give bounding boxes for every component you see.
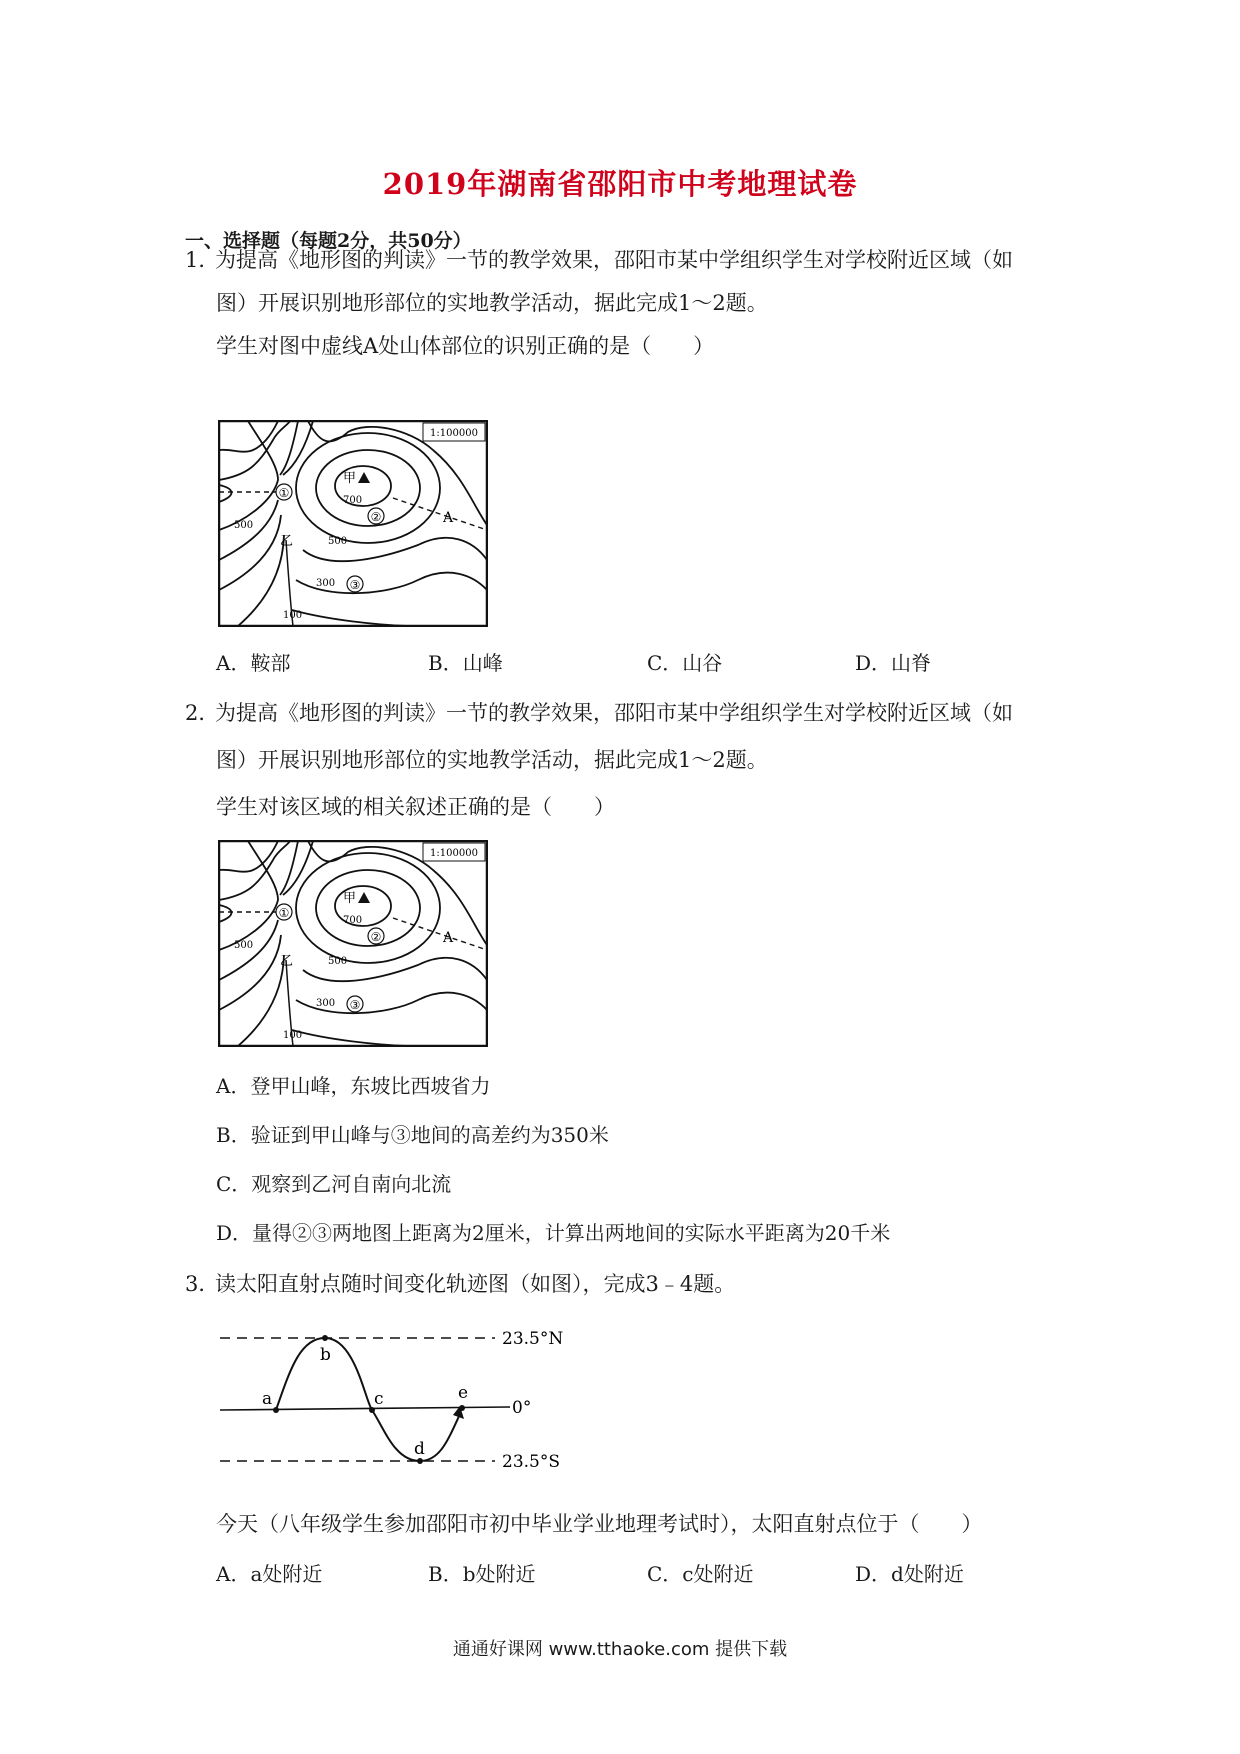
map-point-1: ①: [278, 906, 290, 920]
question-2-line2: 图）开展识别地形部位的实地教学活动，据此完成1～2题。: [216, 748, 768, 772]
map-scale: 1:100000: [430, 428, 478, 439]
q1-option-d[interactable]: D．山脊: [855, 651, 932, 675]
q1-option-c[interactable]: C．山谷: [647, 651, 723, 675]
contour-100: 100: [283, 610, 303, 621]
q3-option-d[interactable]: D．d处附近: [855, 1562, 964, 1586]
map-point-1: ①: [278, 486, 290, 500]
q3-option-b[interactable]: B．b处附近: [428, 1562, 536, 1586]
sun-path-svg: [220, 1320, 600, 1480]
map-label-a: A: [443, 510, 454, 526]
point-b-label: b: [320, 1345, 331, 1365]
map-label-yi: 乙: [280, 954, 294, 969]
question-stem: 为提高《地形图的判读》一节的教学效果，邵阳市某中学组织学生对学校附近区域（如: [215, 701, 1013, 725]
contour-300: 300: [316, 998, 336, 1009]
question-number: 2．: [185, 701, 220, 725]
contour-map-1: [218, 420, 488, 631]
question-1-line1: [185, 246, 1013, 274]
page-footer: 通通好课网 www.tthaoke.com 提供下载: [452, 1639, 788, 1660]
map-point-3: ③: [349, 578, 361, 592]
question-stem: 为提高《地形图的判读》一节的教学效果，邵阳市某中学组织学生对学校附近区域（如: [215, 248, 1013, 272]
map-label-jia: 甲: [343, 891, 357, 906]
question-3-prompt: 今天（八年级学生参加邵阳市初中毕业学业地理考试时），太阳直射点位于（ ）: [216, 1512, 983, 1536]
contour-500-west: 500: [234, 940, 254, 951]
q1-option-a[interactable]: A．鞍部: [216, 651, 291, 675]
question-2-prompt: 学生对该区域的相关叙述正确的是（ ）: [216, 795, 615, 819]
q3-option-a[interactable]: A．a处附近: [216, 1562, 323, 1586]
question-1-line2: 图）开展识别地形部位的实地教学活动，据此完成1～2题。: [216, 291, 768, 315]
contour-500-west: 500: [234, 520, 254, 531]
contour-map-2: [218, 840, 488, 1051]
question-number: 3．: [185, 1272, 220, 1296]
contour-700: 700: [343, 915, 363, 926]
page-title: 2019年湖南省邵阳市中考地理试卷: [382, 167, 858, 201]
section-heading: 一、选择题（每题2分，共50分）: [185, 230, 472, 252]
map-label-yi: 乙: [280, 534, 294, 549]
point-a-label: a: [262, 1389, 273, 1409]
point-e-label: e: [458, 1383, 469, 1403]
point-d-label: d: [414, 1439, 425, 1459]
equator-label: 0°: [512, 1398, 532, 1418]
contour-map-svg: [218, 840, 488, 1047]
contour-500-east: 500: [328, 956, 348, 967]
q3-option-c[interactable]: C．c处附近: [647, 1562, 754, 1586]
latitude-south-label: 23.5°S: [502, 1452, 560, 1472]
q2-option-d[interactable]: D．量得②③两地图上距离为2厘米，计算出两地间的实际水平距离为20千米: [216, 1221, 891, 1245]
question-number: 1．: [185, 248, 220, 272]
question-1-prompt: 学生对图中虚线A处山体部位的识别正确的是（ ）: [216, 334, 715, 358]
sun-path-diagram: [220, 1320, 600, 1484]
latitude-north-label: 23.5°N: [502, 1329, 564, 1349]
map-point-2: ②: [370, 510, 382, 524]
contour-100: 100: [283, 1030, 303, 1041]
contour-300: 300: [316, 578, 336, 589]
question-3-line1: [185, 1270, 735, 1298]
q1-option-b[interactable]: B．山峰: [428, 651, 503, 675]
contour-500-east: 500: [328, 536, 348, 547]
map-label-jia: 甲: [343, 471, 357, 486]
contour-700: 700: [343, 495, 363, 506]
map-label-a: A: [443, 930, 454, 946]
contour-map-svg: [218, 420, 488, 627]
map-point-2: ②: [370, 930, 382, 944]
map-point-3: ③: [349, 998, 361, 1012]
map-scale: 1:100000: [430, 848, 478, 859]
question-stem: 读太阳直射点随时间变化轨迹图（如图），完成3﹣4题。: [215, 1272, 736, 1296]
q2-option-b[interactable]: B．验证到甲山峰与③地间的高差约为350米: [216, 1123, 609, 1147]
question-2-line1: [185, 699, 1013, 727]
point-c-label: c: [374, 1389, 384, 1409]
q2-option-c[interactable]: C．观察到乙河自南向北流: [216, 1172, 452, 1196]
q2-option-a[interactable]: A．登甲山峰，东坡比西坡省力: [216, 1074, 491, 1098]
